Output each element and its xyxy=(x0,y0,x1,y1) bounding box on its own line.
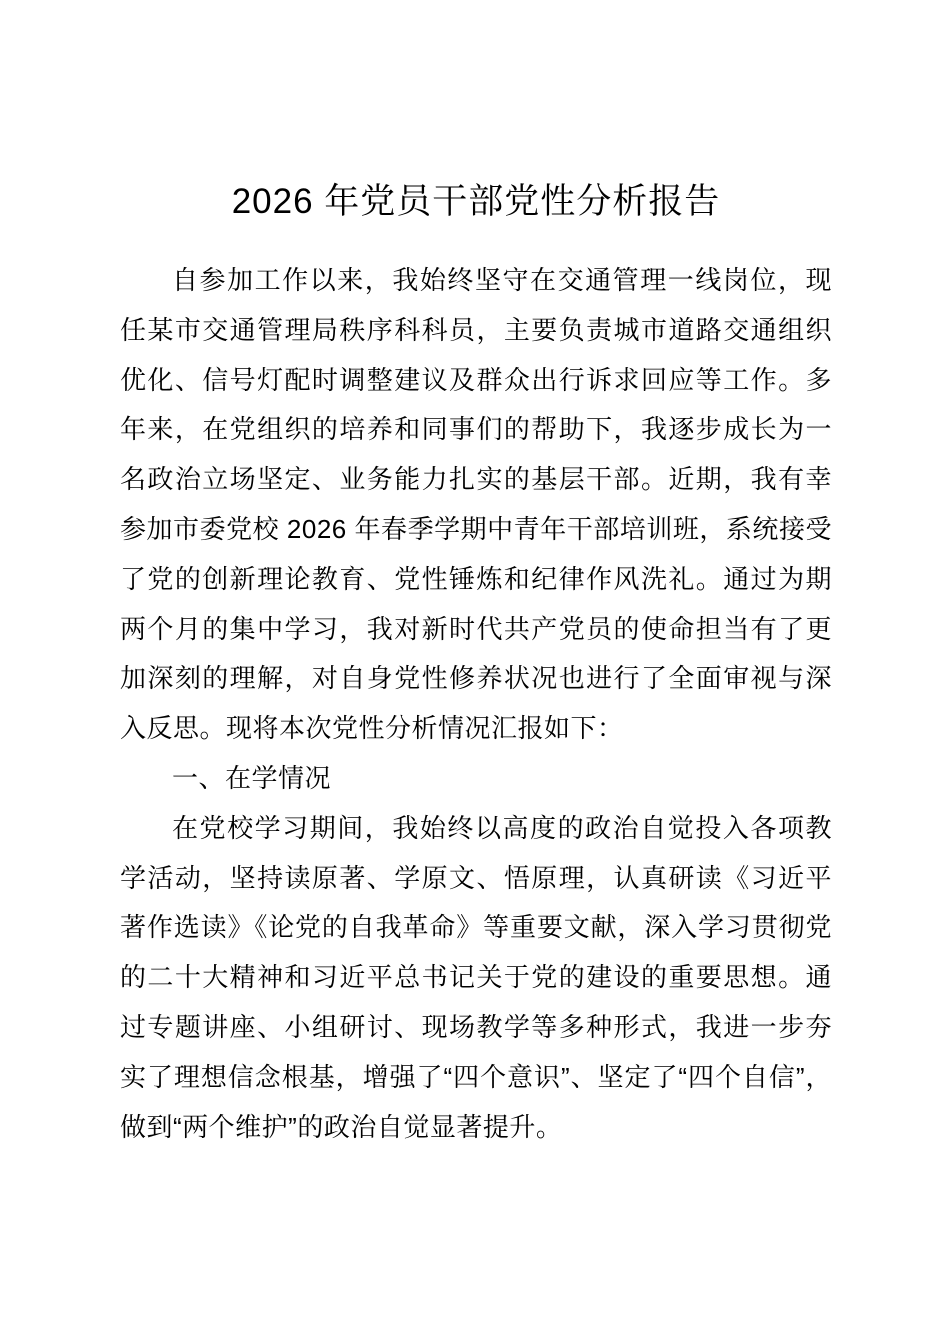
report-title: 2026 年党员干部党性分析报告 xyxy=(231,182,721,221)
paragraph-introduction: 自参加工作以来，我始终坚守在交通管理一线岗位，现任某市交通管理局秩序科科员，主要负责城市道路交通组织优化、信号灯配时调整建议及群众出行诉求回应等工作。多年来，在党组织的培养和同事们的帮助下，我逐步成长为一名政治立场坚定、业务能力扎实的基层干部。近期，我有幸参加市委党校 2026 年春季学期中青年干部培训班，系统接受了党的创新理论教育、党性锤炼和纪律作风洗礼。通过为期两个月的集中学习，我对新时代共产党员的使命担当有了更加深刻的理解，对自身党性修养状况也进行了全面审视与深入反思。现将本次党性分析情况汇报如下： xyxy=(120,265,832,744)
section-heading-study-situation: 一、在学情况 xyxy=(172,762,332,793)
document-content xyxy=(120,180,832,1152)
paragraph-study-situation: 在党校学习期间，我始终以高度的政治自觉投入各项教学活动，坚持读原著、学原文、悟原理，认真研读《习近平著作选读》《论党的自我革命》等重要文献，深入学习贯彻党的二十大精神和习近平总书记关于党的建设的重要思想。通过专题讲座、小组研讨、现场教学等多种形式，我进一步夯实了理想信念根基，增强了“四个意识”、坚定了“四个自信”，做到“两个维护”的政治自觉显著提升。 xyxy=(120,812,832,1142)
